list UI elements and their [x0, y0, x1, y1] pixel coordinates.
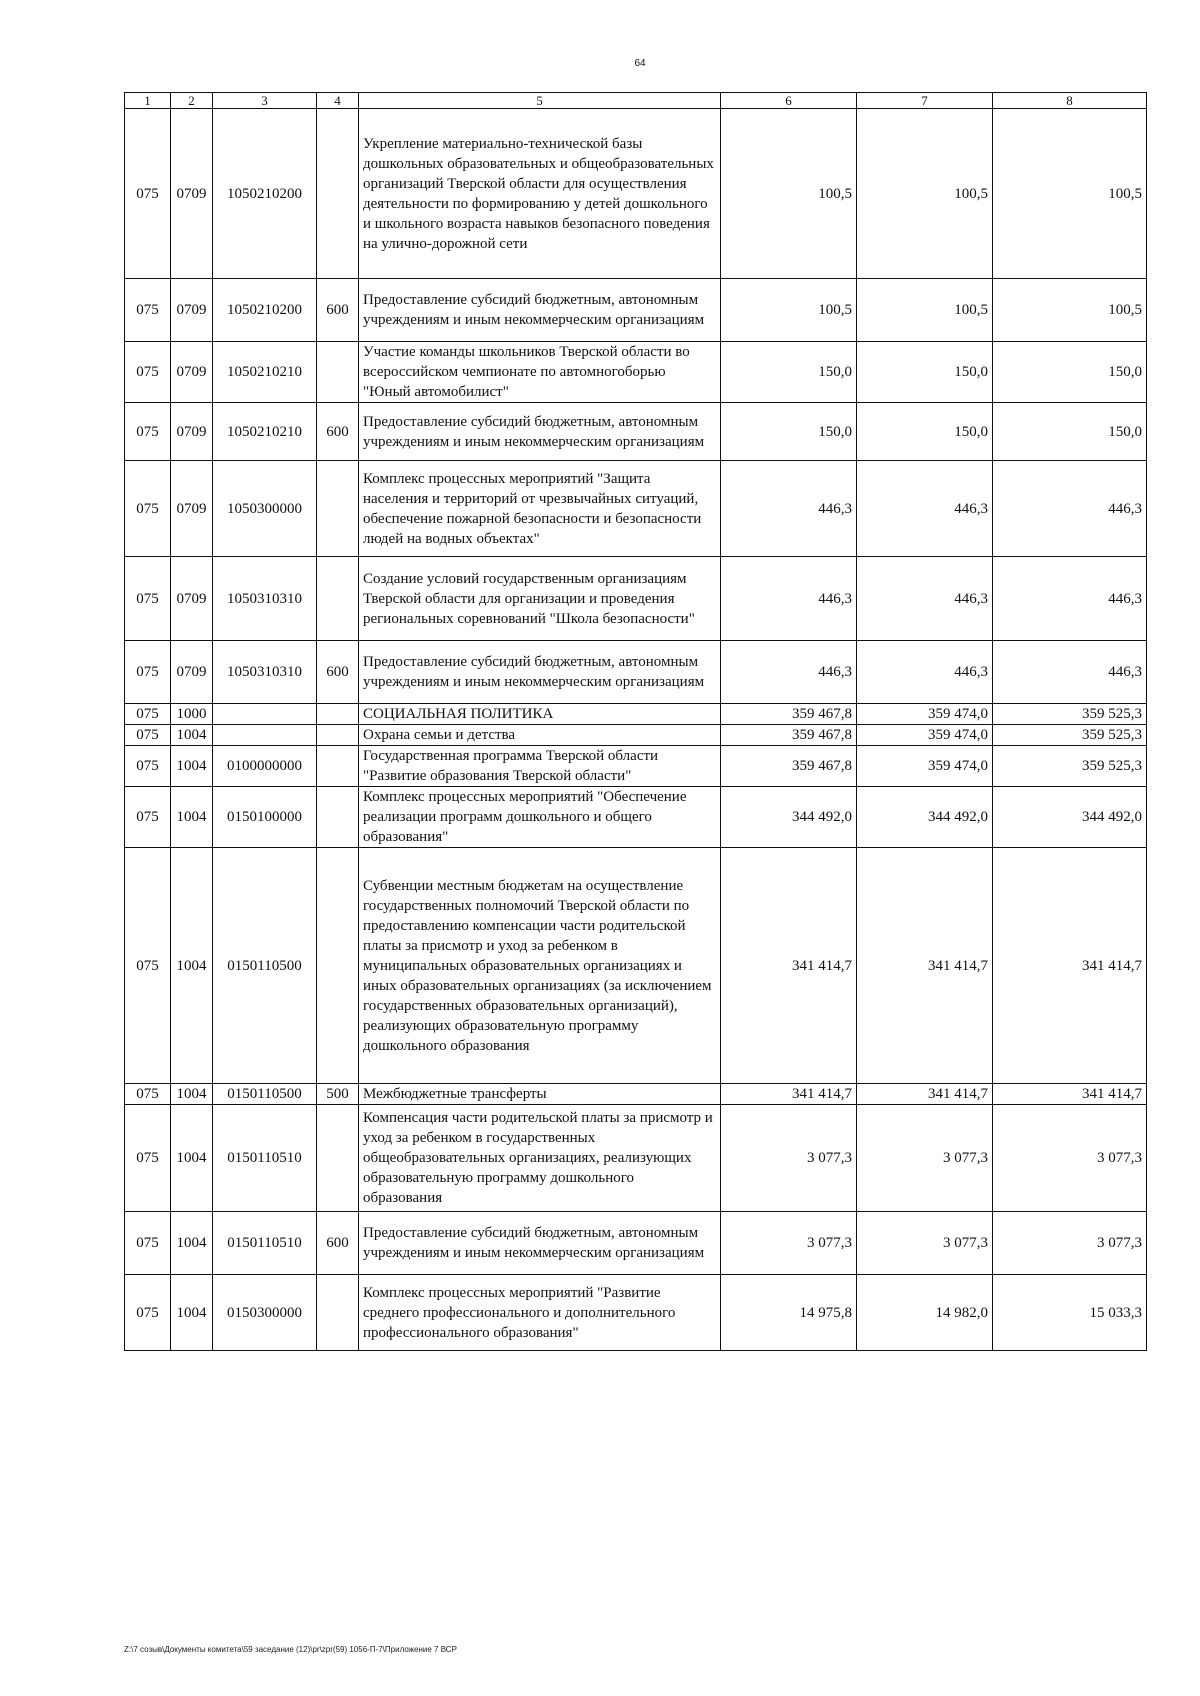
admin-code-cell: 075 [125, 848, 171, 1084]
admin-code-cell: 075 [125, 787, 171, 848]
amount-2026-cell: 150,0 [993, 403, 1147, 461]
amount-2026-cell: 446,3 [993, 641, 1147, 704]
amount-2024-cell: 150,0 [721, 403, 857, 461]
description-cell: Компенсация части родительской платы за присмотр и уход за ребенком в государственных общеобразовательных организациях, реализующих образовательную программу дошкольного образования [359, 1105, 721, 1212]
amount-2025-cell: 341 414,7 [857, 1084, 993, 1105]
description-cell: Создание условий государственным организациям Тверской области для организации и проведения региональных соревнований "Школа безопасности" [359, 557, 721, 641]
table-row [125, 461, 1147, 557]
description-cell: Государственная программа Тверской области "Развитие образования Тверской области" [359, 746, 721, 787]
table-row [125, 403, 1147, 461]
admin-code-cell: 075 [125, 109, 171, 279]
description-cell: Участие команды школьников Тверской области во всероссийском чемпионате по автомногоборью "Юный автомобилист" [359, 342, 721, 403]
amount-2026-cell: 446,3 [993, 461, 1147, 557]
description-cell: Комплекс процессных мероприятий "Обеспечение реализации программ дошкольного и общего образования" [359, 787, 721, 848]
description-cell: Комплекс процессных мероприятий "Защита населения и территорий от чрезвычайных ситуаций, обеспечение пожарной безопасности и безопасности людей на водных объектах" [359, 461, 721, 557]
description-cell: Предоставление субсидий бюджетным, автономным учреждениям и иным некоммерческим организациям [359, 1212, 721, 1275]
amount-2025-cell: 3 077,3 [857, 1105, 993, 1212]
section-code-cell: 0709 [171, 109, 213, 279]
amount-2024-cell: 446,3 [721, 641, 857, 704]
expense-type-cell [317, 1275, 359, 1351]
target-article-cell: 1050210210 [213, 342, 317, 403]
admin-code-cell: 075 [125, 461, 171, 557]
table-row [125, 848, 1147, 1084]
target-article-cell [213, 704, 317, 725]
amount-2025-cell: 359 474,0 [857, 704, 993, 725]
amount-2026-cell: 15 033,3 [993, 1275, 1147, 1351]
admin-code-cell: 075 [125, 279, 171, 342]
column-header: 5 [359, 93, 721, 109]
description-cell: Межбюджетные трансферты [359, 1084, 721, 1105]
amount-2024-cell: 344 492,0 [721, 787, 857, 848]
page-number: 64 [634, 58, 646, 69]
section-code-cell: 1004 [171, 1084, 213, 1105]
expense-type-cell [317, 704, 359, 725]
amount-2024-cell: 446,3 [721, 461, 857, 557]
budget-table [124, 92, 1147, 1351]
target-article-cell: 1050300000 [213, 461, 317, 557]
amount-2025-cell: 359 474,0 [857, 725, 993, 746]
amount-2026-cell: 344 492,0 [993, 787, 1147, 848]
amount-2026-cell: 359 525,3 [993, 725, 1147, 746]
amount-2025-cell: 14 982,0 [857, 1275, 993, 1351]
target-article-cell: 0150100000 [213, 787, 317, 848]
section-code-cell: 1004 [171, 746, 213, 787]
table-row [125, 557, 1147, 641]
table-row [125, 641, 1147, 704]
table-row [125, 342, 1147, 403]
column-header: 8 [993, 93, 1147, 109]
expense-type-cell [317, 848, 359, 1084]
column-header: 6 [721, 93, 857, 109]
target-article-cell: 0100000000 [213, 746, 317, 787]
amount-2024-cell: 359 467,8 [721, 704, 857, 725]
amount-2024-cell: 3 077,3 [721, 1212, 857, 1275]
section-code-cell: 1004 [171, 787, 213, 848]
amount-2024-cell: 100,5 [721, 109, 857, 279]
expense-type-cell [317, 342, 359, 403]
section-code-cell: 1004 [171, 1105, 213, 1212]
amount-2024-cell: 3 077,3 [721, 1105, 857, 1212]
amount-2024-cell: 14 975,8 [721, 1275, 857, 1351]
table-row [125, 1275, 1147, 1351]
table-row [125, 746, 1147, 787]
column-number-row [125, 93, 1147, 109]
amount-2026-cell: 341 414,7 [993, 1084, 1147, 1105]
table-row [125, 109, 1147, 279]
expense-type-cell: 600 [317, 641, 359, 704]
target-article-cell: 0150300000 [213, 1275, 317, 1351]
amount-2025-cell: 150,0 [857, 342, 993, 403]
column-header: 1 [125, 93, 171, 109]
expense-type-cell [317, 109, 359, 279]
amount-2024-cell: 341 414,7 [721, 1084, 857, 1105]
amount-2026-cell: 3 077,3 [993, 1212, 1147, 1275]
description-cell: Комплекс процессных мероприятий "Развитие среднего профессионального и дополнительного профессионального образования" [359, 1275, 721, 1351]
target-article-cell: 0150110500 [213, 848, 317, 1084]
section-code-cell: 0709 [171, 279, 213, 342]
amount-2025-cell: 446,3 [857, 557, 993, 641]
section-code-cell: 1004 [171, 725, 213, 746]
amount-2025-cell: 100,5 [857, 279, 993, 342]
admin-code-cell: 075 [125, 704, 171, 725]
expense-type-cell [317, 746, 359, 787]
amount-2025-cell: 446,3 [857, 461, 993, 557]
amount-2024-cell: 100,5 [721, 279, 857, 342]
amount-2025-cell: 100,5 [857, 109, 993, 279]
table-row [125, 704, 1147, 725]
admin-code-cell: 075 [125, 1212, 171, 1275]
column-header: 2 [171, 93, 213, 109]
description-cell: Охрана семьи и детства [359, 725, 721, 746]
target-article-cell: 0150110510 [213, 1212, 317, 1275]
admin-code-cell: 075 [125, 1275, 171, 1351]
description-cell: СОЦИАЛЬНАЯ ПОЛИТИКА [359, 704, 721, 725]
description-cell: Субвенции местным бюджетам на осуществление государственных полномочий Тверской области по предоставлению компенсации части родительской платы за присмотр и уход за ребенком в муниципальных образовательных организациях и иных образовательных организациях (за исключением государственных образовательных организаций), реализующих образовательную программу дошкольного образования [359, 848, 721, 1084]
amount-2025-cell: 341 414,7 [857, 848, 993, 1084]
admin-code-cell: 075 [125, 1105, 171, 1212]
section-code-cell: 0709 [171, 461, 213, 557]
section-code-cell: 1000 [171, 704, 213, 725]
section-code-cell: 1004 [171, 848, 213, 1084]
target-article-cell: 1050210210 [213, 403, 317, 461]
admin-code-cell: 075 [125, 725, 171, 746]
target-article-cell: 1050310310 [213, 641, 317, 704]
amount-2026-cell: 150,0 [993, 342, 1147, 403]
admin-code-cell: 075 [125, 641, 171, 704]
expense-type-cell: 600 [317, 403, 359, 461]
section-code-cell: 1004 [171, 1212, 213, 1275]
target-article-cell: 1050210200 [213, 279, 317, 342]
expense-type-cell [317, 1105, 359, 1212]
target-article-cell: 1050310310 [213, 557, 317, 641]
amount-2025-cell: 446,3 [857, 641, 993, 704]
amount-2026-cell: 359 525,3 [993, 704, 1147, 725]
description-cell: Предоставление субсидий бюджетным, автономным учреждениям и иным некоммерческим организациям [359, 403, 721, 461]
description-cell: Предоставление субсидий бюджетным, автономным учреждениям и иным некоммерческим организациям [359, 279, 721, 342]
expense-type-cell [317, 725, 359, 746]
expense-type-cell [317, 461, 359, 557]
admin-code-cell: 075 [125, 342, 171, 403]
amount-2024-cell: 341 414,7 [721, 848, 857, 1084]
section-code-cell: 0709 [171, 403, 213, 461]
description-cell: Укрепление материально-технической базы дошкольных образовательных и общеобразовательных организаций Тверской области для осуществления деятельности по формированию у детей дошкольного и школьного возраста навыков безопасного поведения на улично-дорожной сети [359, 109, 721, 279]
amount-2024-cell: 359 467,8 [721, 746, 857, 787]
amount-2026-cell: 446,3 [993, 557, 1147, 641]
amount-2026-cell: 359 525,3 [993, 746, 1147, 787]
amount-2024-cell: 150,0 [721, 342, 857, 403]
admin-code-cell: 075 [125, 1084, 171, 1105]
section-code-cell: 0709 [171, 342, 213, 403]
table-row [125, 1212, 1147, 1275]
amount-2026-cell: 341 414,7 [993, 848, 1147, 1084]
admin-code-cell: 075 [125, 557, 171, 641]
table-row [125, 279, 1147, 342]
admin-code-cell: 075 [125, 746, 171, 787]
column-header: 7 [857, 93, 993, 109]
target-article-cell [213, 725, 317, 746]
target-article-cell: 1050210200 [213, 109, 317, 279]
table-row [125, 1084, 1147, 1105]
amount-2025-cell: 359 474,0 [857, 746, 993, 787]
amount-2026-cell: 100,5 [993, 109, 1147, 279]
table-row [125, 787, 1147, 848]
file-path-footer: Z:\7 созыв\Документы комитета\59 заседание (12)\pr\zpr(59) 1056-П-7\Приложение 7 ВСР [124, 1645, 457, 1654]
expense-type-cell: 600 [317, 279, 359, 342]
section-code-cell: 0709 [171, 557, 213, 641]
amount-2025-cell: 150,0 [857, 403, 993, 461]
amount-2024-cell: 446,3 [721, 557, 857, 641]
column-header: 4 [317, 93, 359, 109]
amount-2026-cell: 100,5 [993, 279, 1147, 342]
expense-type-cell: 500 [317, 1084, 359, 1105]
column-header: 3 [213, 93, 317, 109]
expense-type-cell [317, 787, 359, 848]
amount-2024-cell: 359 467,8 [721, 725, 857, 746]
expense-type-cell: 600 [317, 1212, 359, 1275]
amount-2025-cell: 344 492,0 [857, 787, 993, 848]
table-row [125, 1105, 1147, 1212]
amount-2026-cell: 3 077,3 [993, 1105, 1147, 1212]
amount-2025-cell: 3 077,3 [857, 1212, 993, 1275]
admin-code-cell: 075 [125, 403, 171, 461]
section-code-cell: 1004 [171, 1275, 213, 1351]
expense-type-cell [317, 557, 359, 641]
target-article-cell: 0150110500 [213, 1084, 317, 1105]
section-code-cell: 0709 [171, 641, 213, 704]
description-cell: Предоставление субсидий бюджетным, автономным учреждениям и иным некоммерческим организациям [359, 641, 721, 704]
table-row [125, 725, 1147, 746]
target-article-cell: 0150110510 [213, 1105, 317, 1212]
